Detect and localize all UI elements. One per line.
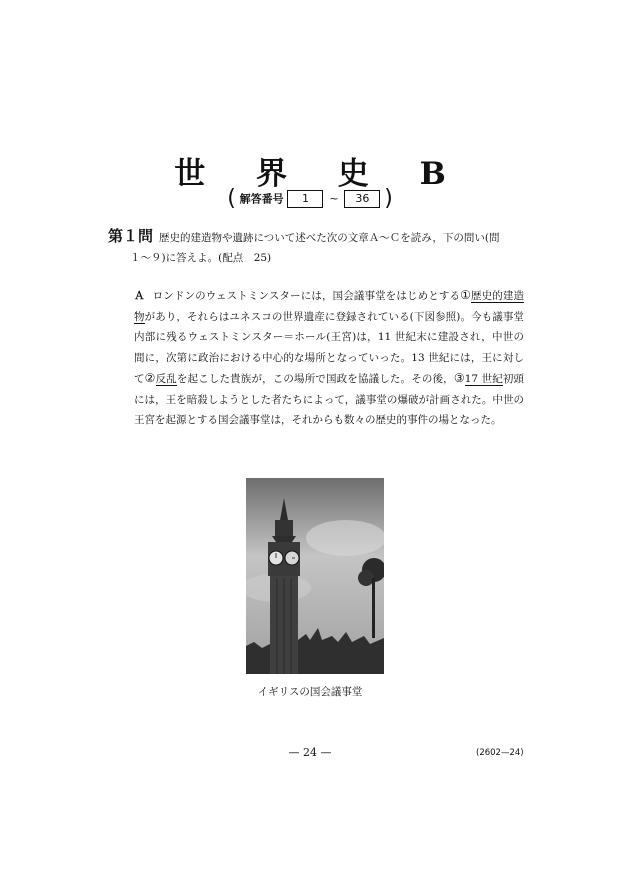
page-number: — 24 — (288, 746, 332, 759)
underline-number-1: ① (460, 288, 471, 302)
underline-number-3: ③ (453, 371, 465, 385)
passage-text-2: があり，それらはユネスコの世界遺産に登録されている(下図参照)。今も議事堂内部に残るウェストミンスター＝ホール(王宮)は，11 世紀末に建設され，中世の間に，次第に政治における中心的な場所となっていった。13 世紀には，王に対して (134, 310, 524, 385)
underlined-term-2: 反乱 (155, 373, 177, 385)
big-ben-photo (246, 478, 384, 674)
big-ben-illustration (246, 478, 384, 674)
answer-to-box: 36 (344, 190, 380, 208)
question-label: 第１問 (108, 227, 154, 245)
open-paren: ( (227, 186, 236, 211)
figure-caption: イギリスの国会議事堂 (257, 686, 363, 698)
range-separator: ~ (329, 192, 339, 205)
question-intro-line1: 歴史的建造物や遺跡について述べた次の文章Ａ～Ｃを読み，下の問い(問 (159, 232, 500, 244)
underlined-term-1: 歴史的建造物 (134, 290, 525, 323)
answer-number-range (0, 186, 620, 211)
answer-number-label: 解答番号 (239, 192, 284, 206)
close-paren: ) (384, 186, 393, 211)
passage-text-1: ロンドンのウェストミンスターには，国会議事堂をはじめとする (152, 290, 461, 302)
question-intro-line2: １～９)に答えよ。(配点 25) (130, 252, 272, 264)
passage-text-3: を起こした貴族が，この場所で国政を協議した。その後， (176, 373, 454, 385)
answer-from-box: 1 (287, 190, 323, 208)
underlined-term-3: 17 世紀 (464, 373, 503, 385)
passage-a (134, 285, 524, 431)
page-code: (2602—24) (476, 748, 524, 758)
passage-marker: Ａ (134, 290, 145, 302)
page-title: 世 界 史 B (174, 156, 466, 192)
passage-text-4: 初頭には，王を暗殺しようとした者たちによって，議事堂の爆破が計画された。中世の王宮を起源とする国会議事堂は，それからも数々の歴史的事件の場となった。 (134, 373, 525, 426)
question-header (108, 226, 528, 268)
underline-number-2: ② (144, 371, 156, 385)
